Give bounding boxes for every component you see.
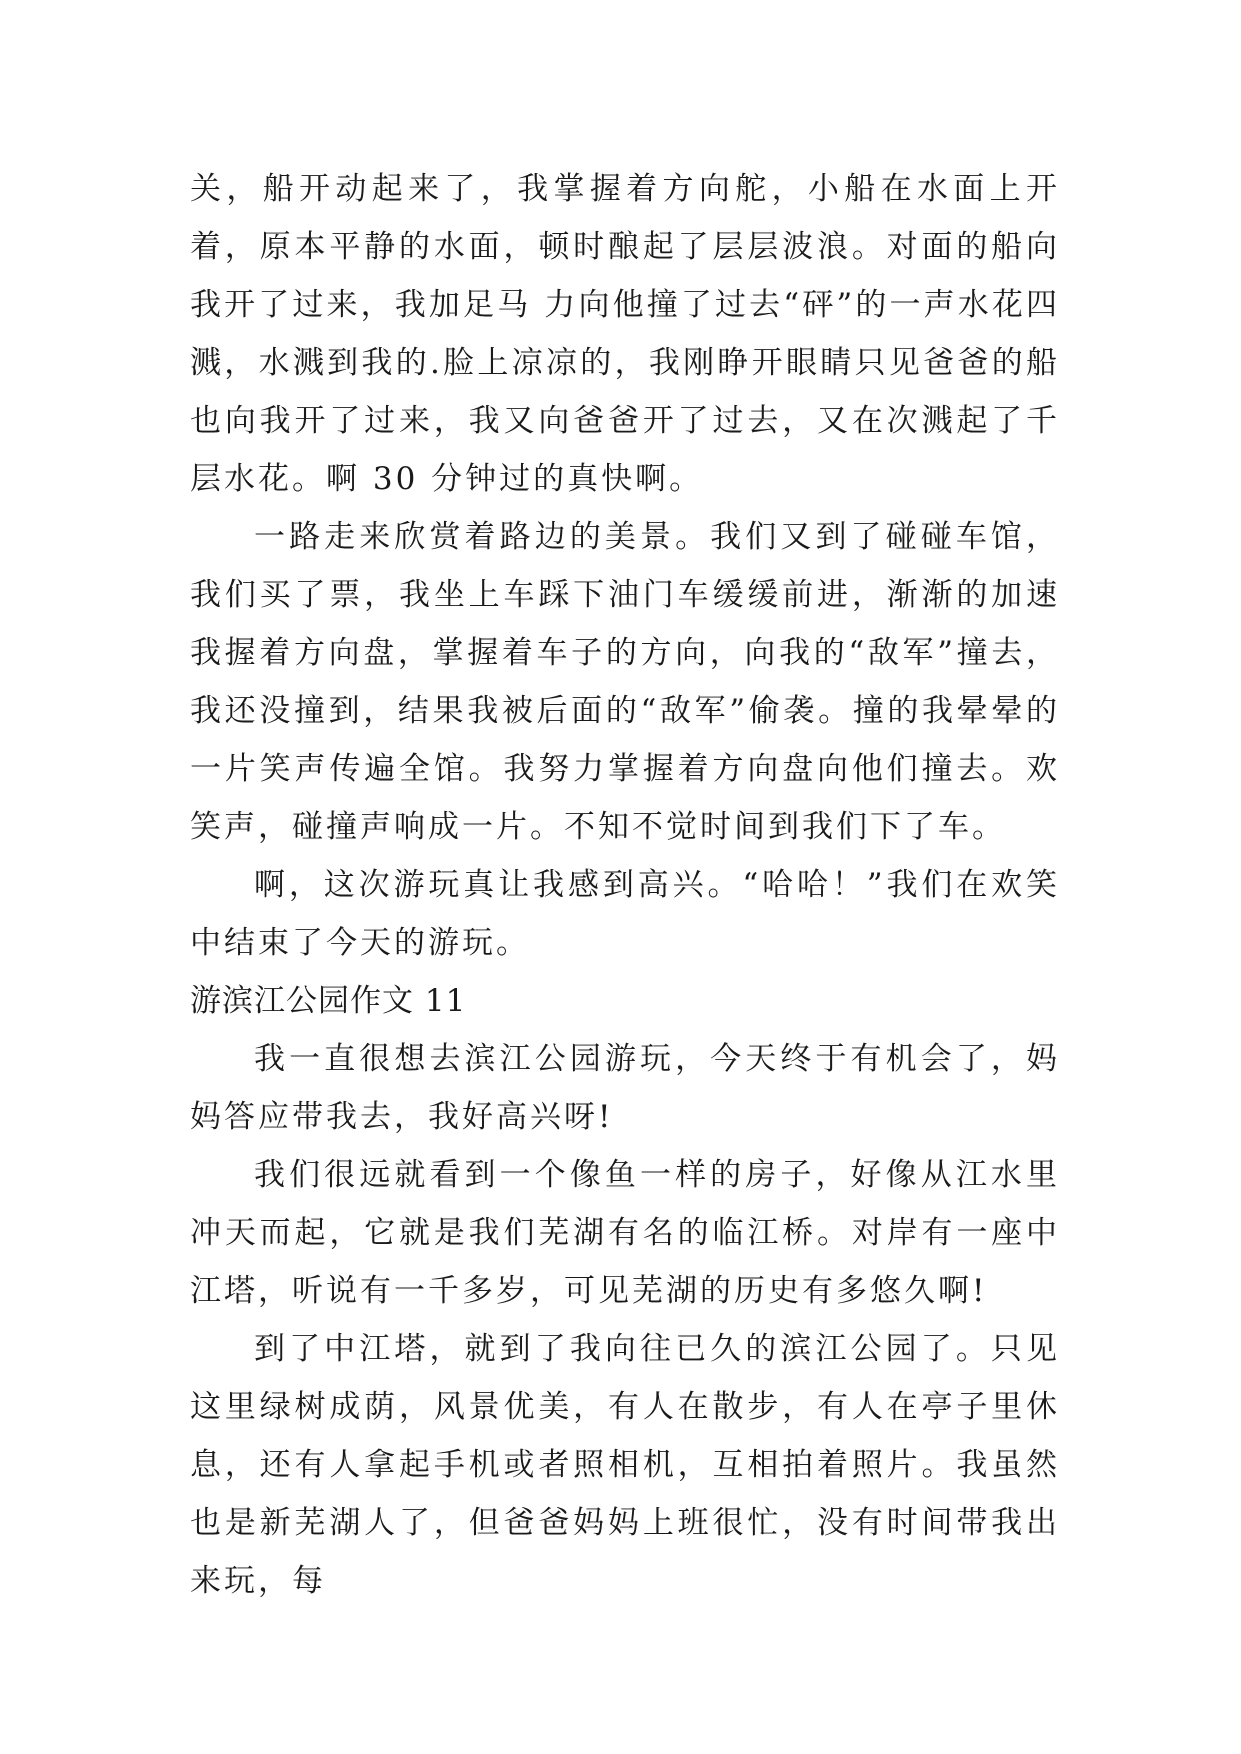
essay-title: 游滨江公园作文 11 [190,983,467,1019]
paragraph-conclusion: 啊，这次游玩真让我感到高兴。“哈哈！”我们在欢笑中结束了今天的游玩。 [190,867,1060,961]
paragraph-park-scenery: 到了中江塔，就到了我向往已久的滨江公园了。只见这里绿树成荫，风景优美，有人在散步，有人在亭子里休息，还有人拿起手机或者照相机，互相拍着照片。我虽然也是新芜湖人了，但爸爸妈妈上班很忙，没有时间带我出来玩，每 [190,1331,1060,1599]
paragraph-boat-ride: 关，船开动起来了，我掌握着方向舵，小船在水面上开着，原本平静的水面，顿时酿起了层层波浪。对面的船向我开了过来，我加足马 力向他撞了过去“砰”的一声水花四溅，水溅到我的.脸上凉凉的，我刚睁开眼睛只见爸爸的船也向我开了过来，我又向爸爸开了过去，又在次溅起了千层水花。啊 30 分钟过的真快啊。 [190,171,1060,497]
paragraph-bumper-cars: 一路走来欣赏着路边的美景。我们又到了碰碰车馆，我们买了票，我坐上车踩下油门车缓缓前进，渐渐的加速我握着方向盘，掌握着车子的方向，向我的“敌军”撞去，我还没撞到，结果我被后面的“敌军”偷袭。撞的我晕晕的一片笑声传遍全馆。我努力掌握着方向盘向他们撞去。欢笑声，碰撞声响成一片。不知不觉时间到我们下了车。 [190,519,1060,845]
document-body [190,160,1060,1610]
paragraph-bridge-tower: 我们很远就看到一个像鱼一样的房子，好像从江水里冲天而起，它就是我们芜湖有名的临江桥。对岸有一座中江塔，听说有一千多岁，可见芜湖的历史有多悠久啊! [190,1157,1060,1309]
paragraph-intro: 我一直很想去滨江公园游玩，今天终于有机会了，妈妈答应带我去，我好高兴呀! [190,1041,1060,1135]
